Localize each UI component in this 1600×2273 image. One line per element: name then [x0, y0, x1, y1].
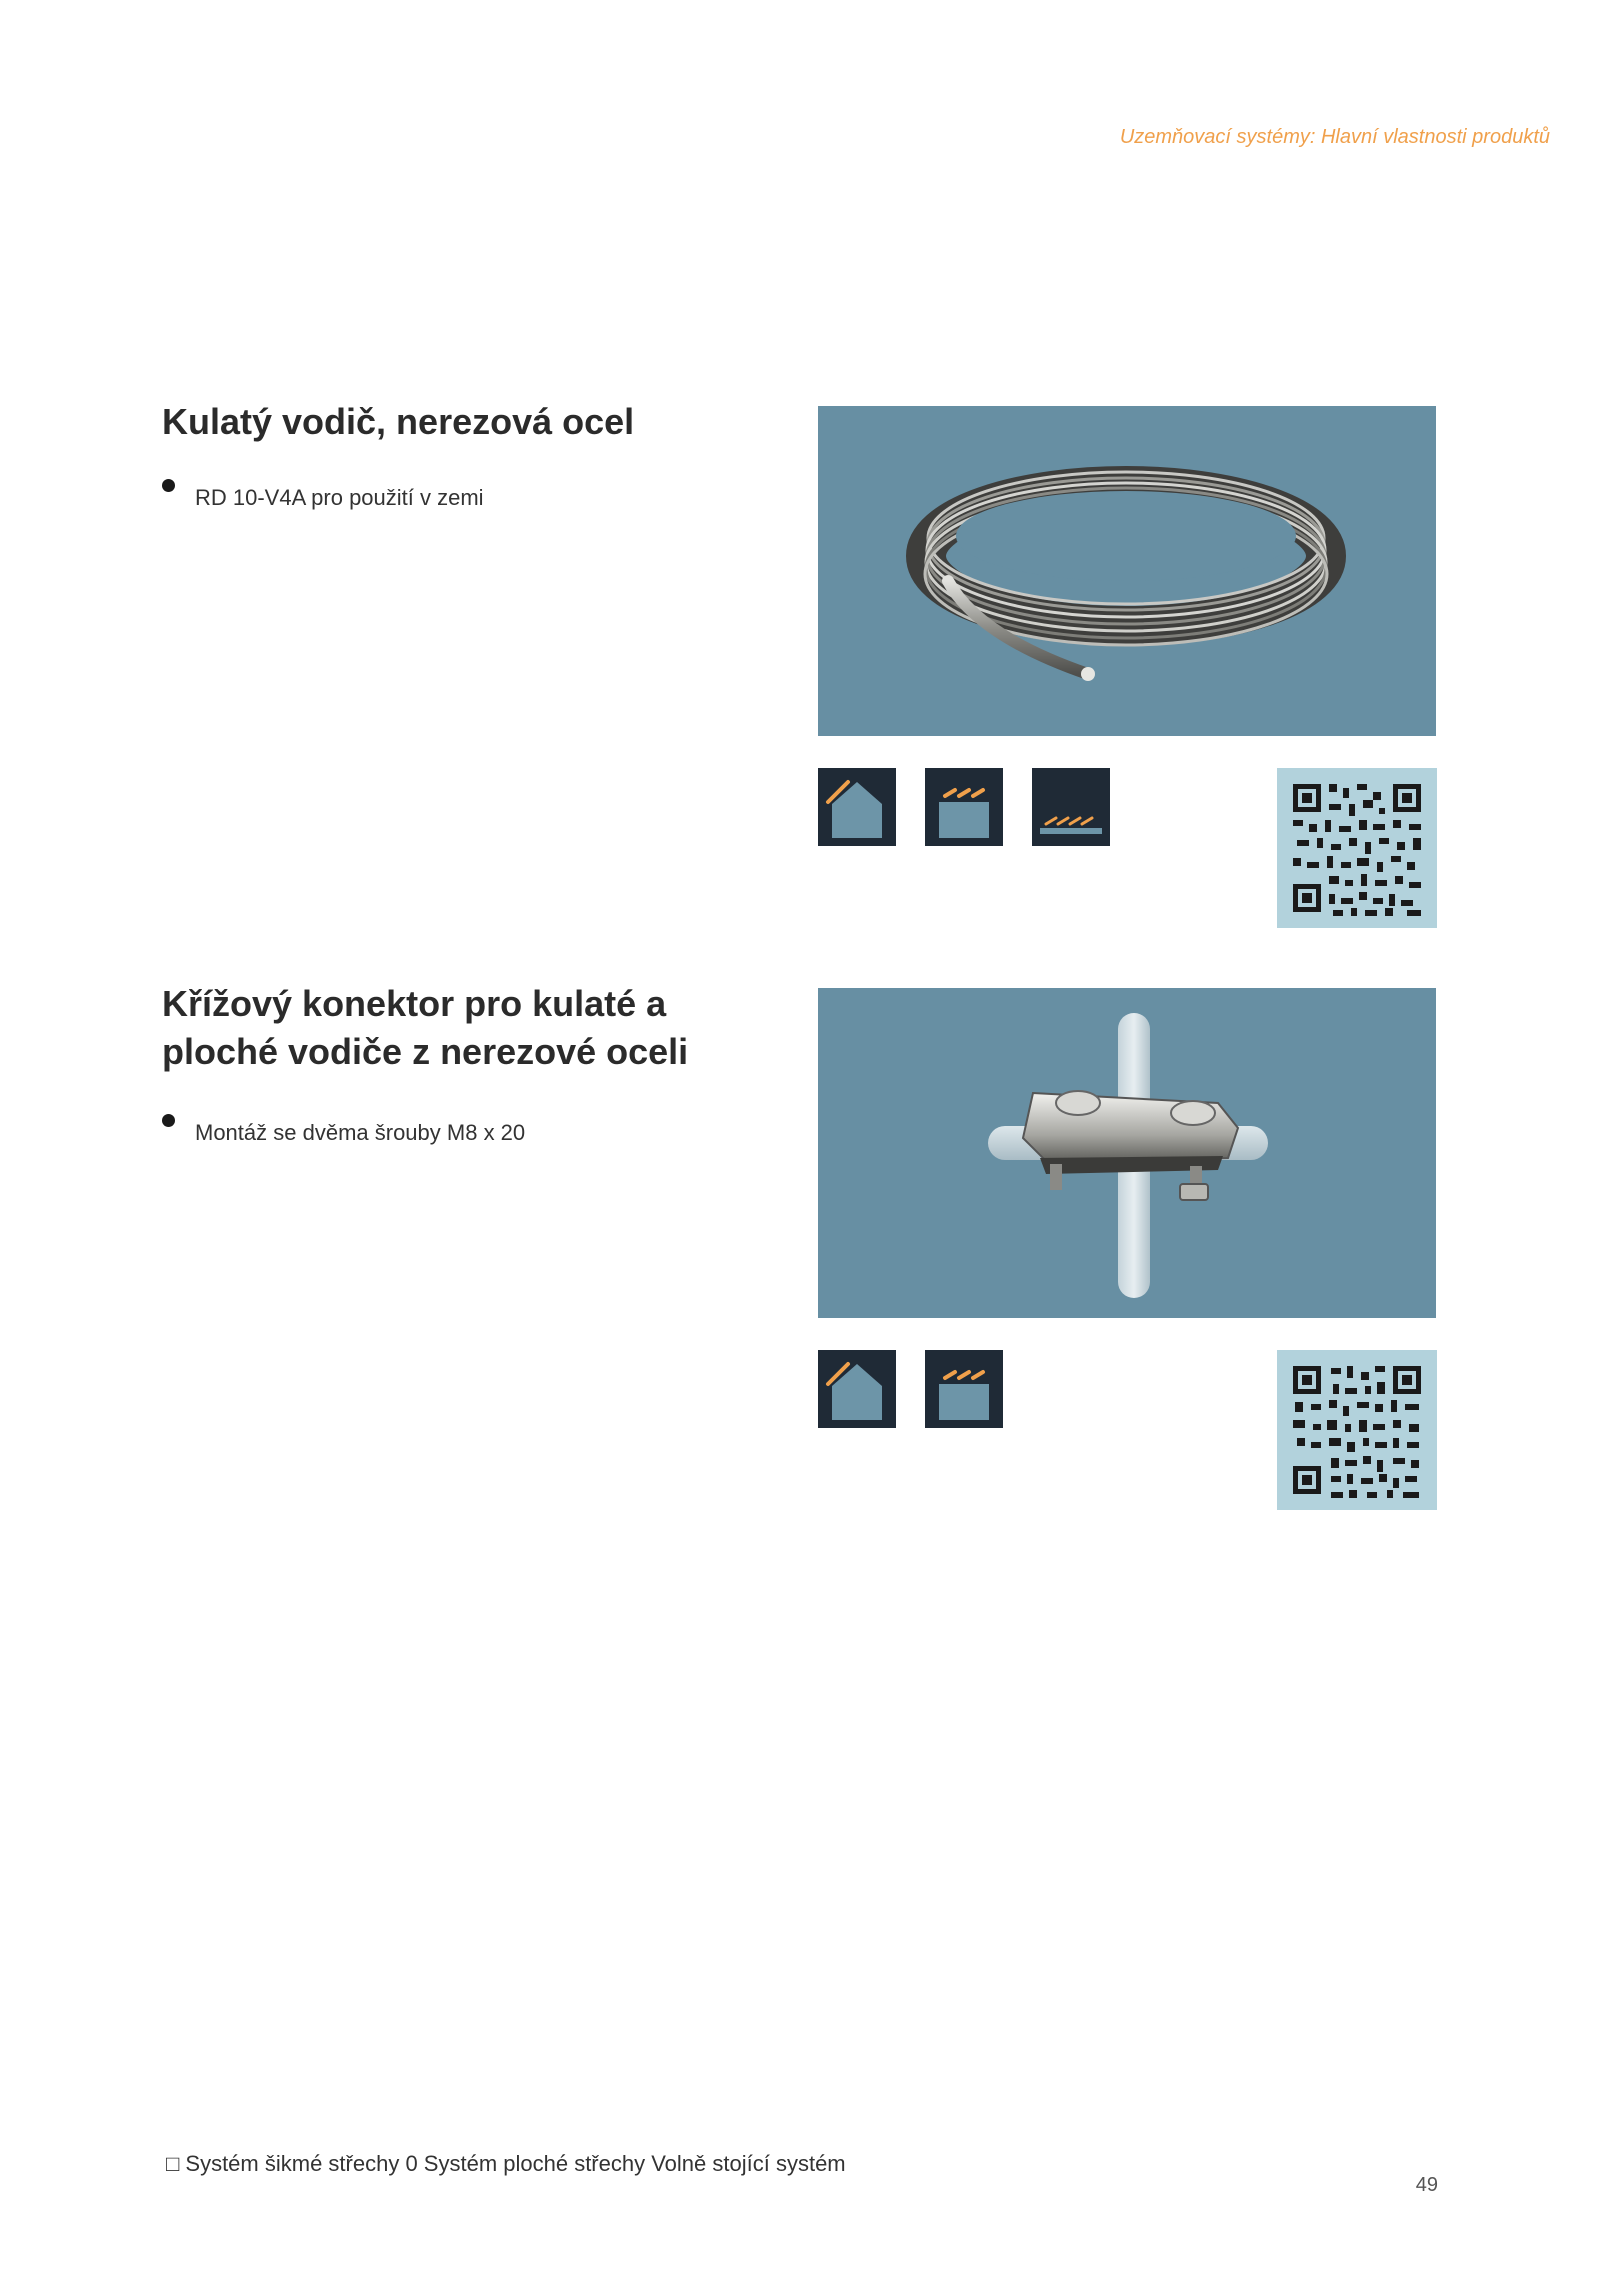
- product-title: Kulatý vodič, nerezová ocel: [162, 401, 635, 442]
- pitched-roof-icon: [818, 768, 896, 846]
- product-photo-wire-coil: [818, 406, 1436, 736]
- flat-roof-icon: [925, 1350, 1003, 1428]
- bullet-dot: [162, 479, 175, 492]
- wire-coil-illustration: [818, 406, 1436, 736]
- bullet-dot: [162, 1114, 175, 1127]
- flat-roof-icon: [925, 768, 1003, 846]
- product-title: Křížový konektor pro kulaté a ploché vodiče z nerezové oceli: [162, 983, 689, 1072]
- feature-bullet: [162, 1120, 525, 1146]
- cross-connector-illustration: [818, 988, 1436, 1318]
- qr-code[interactable]: [1277, 1350, 1437, 1510]
- system-legend: □ Systém šikmé střechy 0 Systém ploché střechy Volně stojící systém: [166, 2151, 846, 2176]
- feature-text: Montáž se dvěma šrouby M8 x 20: [195, 1120, 526, 1145]
- page-number: 49: [1415, 2174, 1438, 2196]
- pitched-roof-icon: [818, 1350, 896, 1428]
- free-standing-icon: [1032, 768, 1110, 846]
- running-head: Uzemňovací systémy: Hlavní vlastnosti produktů: [1119, 126, 1550, 148]
- feature-text: RD 10-V4A pro použití v zemi: [195, 485, 484, 510]
- qr-code[interactable]: [1277, 768, 1437, 928]
- feature-bullet: [162, 485, 484, 511]
- product-photo-cross-connector: [818, 988, 1436, 1318]
